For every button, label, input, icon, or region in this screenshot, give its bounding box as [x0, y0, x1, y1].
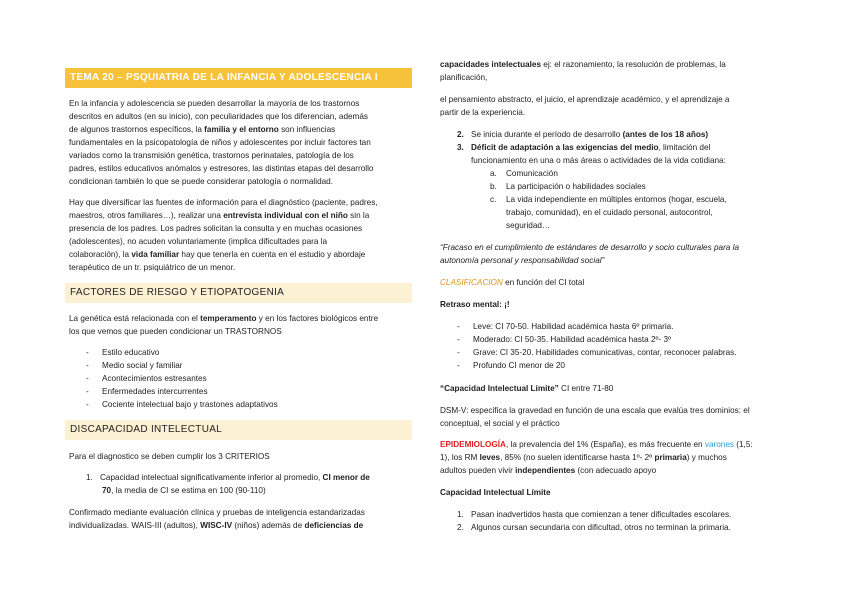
list-item: - Moderado: CI 50-35. Habilidad académica hasta 2º- 3º	[457, 333, 787, 346]
intro-paragraph-2: Hay que diversificar las fuentes de información para el diagnóstico (paciente, padres, maestros, otros familiares…), realizar una entrevista individual con el niño sin la presencia de los padres. Los padres solicitan la consulta y en muchas ocasiones (adolescentes), no acuden voluntariamente (implica dificultades para la colaboración), la vida familiar hay que tenerla en cuenta en el estudio y abordaje terapéutico de un tr. psiquiátrico de un menor.	[69, 198, 378, 272]
criterio-1: 1. Capacidad intelectual significativamente inferior al promedio, CI menor de 70, la media de CI se estima en 100 (90-110)	[86, 473, 370, 495]
retraso-list	[457, 320, 787, 372]
criterios-intro: Para el diagnostico se deben cumplir los 3 CRITERIOS	[69, 452, 270, 461]
capacidades-paragraph: capacidades intelectuales ej: el razonamiento, la resolución de problemas, la planificación,	[440, 60, 726, 82]
clasificacion: CLASIFICACION en función del CI total	[440, 278, 585, 287]
factores-list	[86, 346, 406, 411]
list-item: - Enfermedades intercurrentes	[86, 385, 406, 398]
list-item: - Acontecimientos estresantes	[86, 372, 406, 385]
list-item: - Estilo educativo	[86, 346, 406, 359]
areas-list	[490, 167, 780, 232]
cil-title: Capacidad Intelectual Límite	[440, 488, 551, 497]
retraso-title: Retraso mental: ¡!	[440, 300, 510, 309]
list-item: 1. Pasan inadvertidos hasta que comienzan a tener dificultades escolares.	[457, 510, 732, 519]
dsm-paragraph: DSM-V: especifica la gravedad en función de una escala que evalúa tres dominios: el conceptual, el social y el práctico	[440, 406, 750, 428]
list-item: - Medio social y familiar	[86, 359, 406, 372]
quote: “Fracaso en el cumplimiento de estándares de desarrollo y socio culturales para la autonomía personal y responsabilidad social”	[440, 243, 739, 265]
list-item: a. Comunicación	[490, 169, 558, 178]
limite-line: “Capacidad Intelectual Límite” CI entre 71-80	[440, 384, 614, 393]
list-item: - Leve: CI 70-50. Habilidad académica hasta 6º primaria.	[457, 320, 787, 333]
list-item: - Cociente intelectual bajo y trastones adaptativos	[86, 398, 406, 411]
list-item: - Grave: CI 35-20. Habilidades comunicativas, contar, reconocer palabras.	[457, 346, 787, 359]
list-item: b. La participación o habilidades sociales	[490, 182, 646, 191]
intro-paragraph-1: En la infancia y adolescencia se pueden desarrollar la mayoría de los trastornos descritos en adultos (en su inicio), con peculiaridades que los diferencian, además de algunos trastornos específicos, la familia y el entorno son influencias fundamentales en la psicopatología de niños y adolescentes por incluir factores tan variados como la transmisión genética, trastornos perinatales, patología de los padres, estilos educativos anómalos y estresores, las distintas etapas del desarrollo condicionan también lo que se puede considerar patología o normalidad.	[69, 99, 374, 186]
list-item: 2. Algunos cursan secundaria con dificultad, otros no terminan la primaria.	[457, 523, 731, 532]
list-item: - Profundo CI menor de 20	[457, 359, 787, 372]
criterio-2: 2. Se inicia durante el período de desarrollo (antes de los 18 años)	[457, 130, 709, 139]
discapacidad-title: DISCAPACIDAD INTELECTUAL	[65, 420, 412, 440]
epidemiologia-paragraph: EPIDEMIOLOGÍA, la prevalencia del 1% (España), es más frecuente en varones (1,5: 1), los RM leves, 85% (no suelen identificarse hasta 1º- 2º primaria) y muchos adultos pueden vivir independientes (con adecuado apoyo	[440, 440, 753, 475]
factores-paragraph: La genética está relacionada con el temperamento y en los factores biológicos entre los que vemos que pueden condicionar un TRASTORNOS	[69, 314, 379, 336]
evaluacion-paragraph: Confirmado mediante evaluación clínica y pruebas de inteligencia estandarizadas individualizadas. WAIS-III (adultos), WISC-IV (niños) además de deficiencias de	[69, 508, 365, 530]
tema-title: TEMA 20 – PSQUIATRIA DE LA INFANCIA Y ADOLESCENCIA I	[65, 68, 412, 88]
pensamiento-paragraph: el pensamiento abstracto, el juicio, el aprendizaje académico, y el aprendizaje a partir de la experiencia.	[440, 95, 730, 117]
list-item: c. La vida independiente en múltiples entornos (hogar, escuela, trabajo, comunidad), en el cuidado personal, autocontrol, seguridad…	[490, 195, 727, 230]
factores-title: FACTORES DE RIESGO Y ETIOPATOGENIA	[65, 283, 412, 303]
cil-list	[457, 508, 787, 534]
criterio-3: 3. Déficit de adaptación a las exigencias del medio, limitación del funcionamiento en una o más áreas o actividades de la vida cotidiana:	[457, 143, 726, 165]
